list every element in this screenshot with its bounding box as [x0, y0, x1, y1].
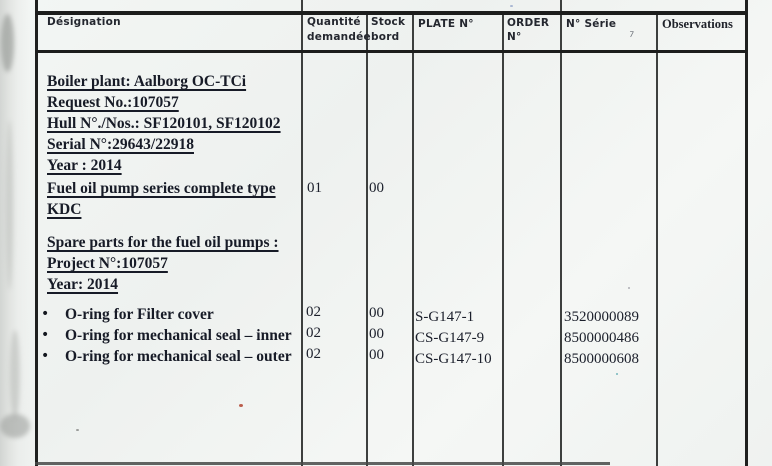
- info-line: Hull N°./Nos.: SF120101, SF120102: [47, 115, 281, 132]
- list-item: [41, 304, 301, 325]
- item-serie: 8500000608: [564, 351, 639, 367]
- header-bottom-rule: [35, 50, 747, 53]
- col-header-designation: Désignation: [47, 16, 121, 28]
- col-header-stock-line2: bord: [371, 31, 400, 43]
- info-line: Serial N°:29643/22918: [47, 136, 194, 153]
- spare-line: Year: 2014: [47, 276, 119, 293]
- bullet-marker: •: [41, 327, 50, 343]
- items-stock-column: [369, 303, 384, 366]
- spare-parts-block: [47, 232, 299, 295]
- pump-line: Fuel oil pump series complete type: [47, 180, 276, 197]
- item-plate: CS-G147-10: [415, 351, 492, 367]
- item-plate: S-G147-1: [415, 309, 475, 325]
- spare-line: Project N°:107057: [47, 255, 168, 272]
- col-header-plate: PLATE N°: [418, 18, 474, 30]
- bullet-marker: •: [41, 348, 50, 364]
- item-designation: O-ring for Filter cover: [65, 306, 214, 323]
- bottom-partial-rule: [35, 462, 610, 465]
- info-line: Boiler plant: Aalborg OC-TCi: [47, 73, 247, 90]
- item-serie: 8500000486: [564, 330, 639, 346]
- col-divider-plate-order: [502, 13, 504, 466]
- item-stock: 00: [369, 347, 384, 363]
- item-serie: 3520000089: [564, 309, 639, 325]
- info-line: Year : 2014: [47, 157, 122, 174]
- item-designation: O-ring for mechanical seal – outer: [65, 348, 292, 365]
- scan-smudge: [10, 330, 20, 420]
- spare-line: Spare parts for the fuel oil pumps :: [47, 234, 279, 251]
- serie-header-stray-mark: 7: [628, 29, 635, 40]
- scan-smudge: [6, 120, 13, 290]
- pump-block: [47, 178, 299, 220]
- col-divider-order-serie: [560, 0, 562, 466]
- item-qty: 02: [306, 325, 321, 341]
- spare-items-list: [41, 304, 301, 367]
- col-header-order-line1: ORDER: [507, 17, 550, 29]
- col-divider-stock-plate: [412, 13, 414, 466]
- header-top-rule: [35, 11, 747, 15]
- pump-line: KDC: [47, 201, 82, 218]
- items-serie-column: [564, 307, 639, 370]
- scan-speck: [628, 287, 630, 289]
- table-right-border: [745, 0, 748, 466]
- col-header-quantite-line2: demandée: [307, 31, 371, 43]
- col-header-order-line2: N°: [507, 31, 522, 43]
- scan-smudge: [1, 14, 14, 72]
- items-plate-column: [415, 307, 492, 370]
- pump-qty-value: 01: [307, 180, 322, 196]
- pump-stock-value: 00: [369, 180, 384, 196]
- item-stock: 00: [369, 326, 384, 342]
- list-item: [41, 346, 301, 367]
- boiler-info-block: [47, 71, 299, 176]
- col-divider-serie-observations: [656, 13, 658, 466]
- item-qty: 02: [306, 304, 321, 320]
- bullet-marker: •: [41, 306, 50, 322]
- col-header-serie: N° Série: [566, 18, 617, 30]
- item-qty: 02: [306, 346, 321, 362]
- col-header-observations: Observations: [662, 17, 733, 31]
- scan-speck: [239, 404, 243, 407]
- col-divider-designation-quantite: [301, 0, 303, 466]
- table-left-border: [35, 0, 38, 466]
- item-designation: O-ring for mechanical seal – inner: [65, 327, 292, 344]
- scan-speck: [616, 373, 618, 375]
- scan-speck: [510, 5, 513, 7]
- item-stock: 00: [369, 305, 384, 321]
- col-header-stock-line1: Stock: [371, 16, 406, 28]
- list-item: [41, 325, 301, 346]
- col-header-quantite-line1: Quantité: [307, 16, 361, 28]
- info-line: Request No.:107057: [47, 94, 179, 111]
- scan-speck: [76, 429, 79, 431]
- col-divider-quantite-stock: [366, 13, 368, 466]
- item-plate: CS-G147-9: [415, 330, 485, 346]
- items-qty-column: [306, 302, 321, 365]
